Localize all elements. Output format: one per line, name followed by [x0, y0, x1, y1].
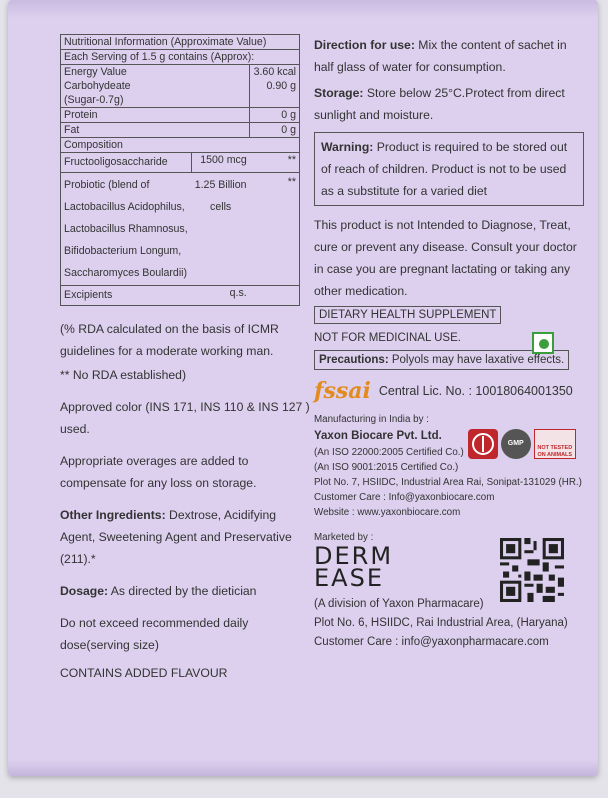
probiotic-line: Lactobacillus Acidophilus, — [64, 201, 185, 213]
fos-mark: ** — [250, 153, 300, 173]
warning-text: Product is required to be stored out of reach of children. Product is not to be used as a substitute for a varied diet — [321, 140, 568, 198]
not-tested-text: NOT TESTED ON ANIMALS — [537, 445, 573, 458]
box-top-edge — [8, 0, 598, 18]
division: (A division of Yaxon Pharmacare) — [314, 598, 484, 610]
composition-header: Composition — [61, 138, 300, 153]
central-license: Central Lic. No. : 10018064001350 — [378, 384, 573, 398]
fos-value: 1500 mcg — [192, 153, 250, 173]
other-ingredients — [60, 504, 310, 570]
veg-symbol-icon — [532, 332, 554, 354]
dose-warning: Do not exceed recommended daily dose(serving size) — [60, 616, 249, 652]
box-bottom-edge — [8, 760, 598, 776]
probiotic-line: Lactobacillus Rhamnosus, — [64, 223, 188, 235]
fssai-logo — [314, 378, 371, 404]
energy-name: Energy Value — [61, 65, 250, 80]
who-badge-icon — [468, 429, 498, 459]
probiotic-amount: 1.25 Billion — [194, 179, 247, 191]
website: Website : www.yaxonbiocare.com — [314, 507, 461, 518]
rda-note: (% RDA calculated on the basis of ICMR guidelines for a moderate working man. — [60, 322, 279, 358]
precautions-box — [314, 350, 569, 370]
probiotic-value — [192, 173, 250, 286]
fat-name: Fat — [61, 123, 250, 138]
brand-line-2: EASE — [314, 564, 384, 592]
direction-label: Direction for use: — [314, 38, 415, 52]
probiotic-unit: cells — [210, 201, 232, 213]
dosage-text: As directed by the dietician — [108, 584, 257, 598]
fssai-logo-text: fssai — [314, 378, 371, 404]
nutrition-header: Nutritional Information (Approximate Value) — [61, 35, 300, 50]
warning-box — [314, 132, 584, 206]
energy-value: 3.60 kcal — [250, 65, 300, 80]
marketed-label: Marketed by : — [314, 532, 374, 543]
cert-badges — [468, 429, 576, 459]
probiotic-name — [61, 173, 192, 286]
not-medicinal: NOT FOR MEDICINAL USE. — [314, 332, 461, 344]
warning-label: Warning: — [321, 140, 374, 154]
fos-name: Fructooligosaccharide — [61, 153, 192, 173]
manufacturer-address: Plot No. 7, HSIIDC, Industrial Area Rai, Sonipat-131029 (HR.) — [314, 477, 582, 488]
fssai-row — [314, 378, 584, 404]
marketer-address: Plot No. 6, HSIIDC, Rai Industrial Area, (Haryana) — [314, 617, 568, 629]
disclaimer: This product is not Intended to Diagnose, Treat, cure or prevent any disease. Consult your doctor in case you are pregnant lactating or taking any other medication. — [314, 218, 577, 298]
approved-color: Approved color (INS 171, INS 110 & INS 127 ) used. — [60, 400, 310, 436]
serving-size: Each Serving of 1.5 g contains (Approx): — [61, 50, 300, 65]
sugar-name: (Sugar-0.7g) — [61, 93, 250, 108]
dosage — [60, 580, 310, 602]
iso-9001: (An ISO 9001:2015 Certified Co.) — [314, 462, 459, 473]
fat-value: 0 g — [250, 123, 300, 138]
gmp-badge-icon — [501, 429, 531, 459]
added-flavour: CONTAINS ADDED FLAVOUR — [60, 666, 228, 680]
direction-text: Mix the content of sachet in half glass of water for consumption. — [314, 38, 567, 74]
sugar-value — [250, 93, 300, 108]
protein-name: Protein — [61, 108, 250, 123]
probiotic-line: Probiotic (blend of — [64, 179, 150, 191]
veg-dot — [539, 339, 549, 349]
manufacturer-name: Yaxon Biocare Pvt. Ltd. — [314, 430, 442, 442]
carb-name: Carbohydeate — [61, 79, 250, 93]
dosage-label: Dosage: — [60, 584, 109, 598]
carb-value: 0.90 g — [250, 79, 300, 93]
brand-line-1: DERM — [314, 542, 394, 570]
excipients-value: q.s. — [192, 286, 250, 306]
customer-care-biocare: Customer Care : Info@yaxonbiocare.com — [314, 492, 495, 503]
precautions-label: Precautions: — [319, 354, 389, 366]
iso-22000: (An ISO 22000:2005 Certified Co.) — [314, 447, 464, 458]
other-ingredients-text: Dextrose, Acidifying Agent, Sweetening Agent and Preservative (211).* — [60, 508, 292, 566]
protein-value: 0 g — [250, 108, 300, 123]
no-rda-note: ** No RDA established) — [60, 368, 186, 382]
storage-label: Storage: — [314, 86, 364, 100]
dietary-supplement-tag: DIETARY HEALTH SUPPLEMENT — [314, 306, 501, 324]
customer-care-pharmacare: Customer Care : info@yaxonpharmacare.com — [314, 636, 549, 648]
marketer-block — [314, 530, 584, 652]
probiotic-line: Bifidobacterium Longum, — [64, 245, 182, 257]
probiotic-mark: ** — [250, 173, 300, 286]
manufactured-label: Manufacturing in India by : — [314, 414, 429, 425]
other-ingredients-label: Other Ingredients: — [60, 508, 166, 522]
product-box-panel — [8, 0, 598, 776]
storage-text: Store below 25°C.Protect from direct sunlight and moisture. — [314, 86, 565, 122]
gmp-badge-text: GMP — [507, 440, 524, 447]
not-tested-on-animals-badge — [534, 429, 576, 459]
overages-note: Appropriate overages are added to compensate for any loss on storage. — [60, 454, 257, 490]
precautions-text: Polyols may have laxative effects. — [388, 354, 565, 366]
probiotic-line: Saccharomyces Boulardii) — [64, 267, 188, 279]
nutrition-table — [60, 34, 300, 306]
qr-code-icon — [500, 538, 564, 602]
left-column — [60, 34, 310, 694]
storage — [314, 82, 584, 126]
manufacturer-block — [314, 412, 584, 520]
excipients-name: Excipients — [61, 286, 192, 306]
direction-for-use — [314, 34, 584, 78]
